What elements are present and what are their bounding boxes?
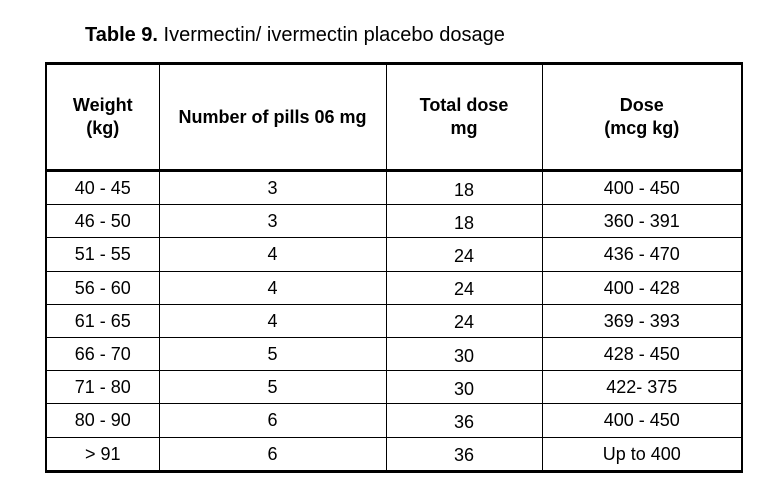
header-dose-line1: Dose [619,95,664,115]
dosage-table [45,62,743,473]
cell-pills: 6 [159,437,386,471]
header-weight [46,64,159,171]
cell-pills: 3 [159,171,386,205]
cell-weight: 66 - 70 [46,337,159,370]
cell-dose: 400 - 450 [542,171,742,205]
cell-total-dose: 30 [386,337,542,370]
header-weight-line1: Weight [72,95,133,115]
cell-total-dose: 18 [386,205,542,238]
table-body [46,171,742,472]
cell-pills: 4 [159,304,386,337]
table-row [46,238,742,271]
table-row [46,205,742,238]
caption-label: Table 9. [85,24,158,46]
header-total-dose-line2: mg [450,118,478,138]
cell-weight: 46 - 50 [46,205,159,238]
cell-weight: 71 - 80 [46,371,159,404]
cell-total-dose: 18 [386,171,542,205]
cell-pills: 4 [159,271,386,304]
table-row [46,404,742,437]
header-weight-line2: (kg) [86,118,120,138]
cell-dose: Up to 400 [542,437,742,471]
cell-pills: 4 [159,238,386,271]
cell-weight: 51 - 55 [46,238,159,271]
cell-weight: 40 - 45 [46,171,159,205]
cell-total-dose: 30 [386,371,542,404]
cell-weight: 80 - 90 [46,404,159,437]
header-total-dose [386,64,542,171]
header-pills-line1: Number of pills 06 mg [178,106,367,127]
table-row [46,171,742,205]
table-caption [85,23,505,47]
cell-weight: > 91 [46,437,159,471]
cell-total-dose: 24 [386,271,542,304]
cell-total-dose: 24 [386,238,542,271]
cell-total-dose: 24 [386,304,542,337]
header-pills [159,64,386,171]
table-row [46,337,742,370]
cell-pills: 6 [159,404,386,437]
cell-weight: 61 - 65 [46,304,159,337]
cell-pills: 5 [159,371,386,404]
cell-total-dose: 36 [386,437,542,471]
table-row [46,371,742,404]
cell-dose: 428 - 450 [542,337,742,370]
table-row [46,271,742,304]
header-dose [542,64,742,171]
table-row [46,304,742,337]
cell-dose: 422- 375 [542,371,742,404]
cell-dose: 400 - 428 [542,271,742,304]
cell-dose: 360 - 391 [542,205,742,238]
table-header [46,64,742,171]
header-total-dose-line1: Total dose [419,95,509,115]
cell-weight: 56 - 60 [46,271,159,304]
cell-dose: 400 - 450 [542,404,742,437]
header-dose-line2: (mcg kg) [604,118,680,138]
cell-total-dose: 36 [386,404,542,437]
table-row [46,437,742,471]
cell-pills: 5 [159,337,386,370]
cell-dose: 369 - 393 [542,304,742,337]
cell-dose: 436 - 470 [542,238,742,271]
cell-pills: 3 [159,205,386,238]
header-row [46,64,742,171]
caption-text: Ivermectin/ ivermectin placebo dosage [158,24,505,46]
